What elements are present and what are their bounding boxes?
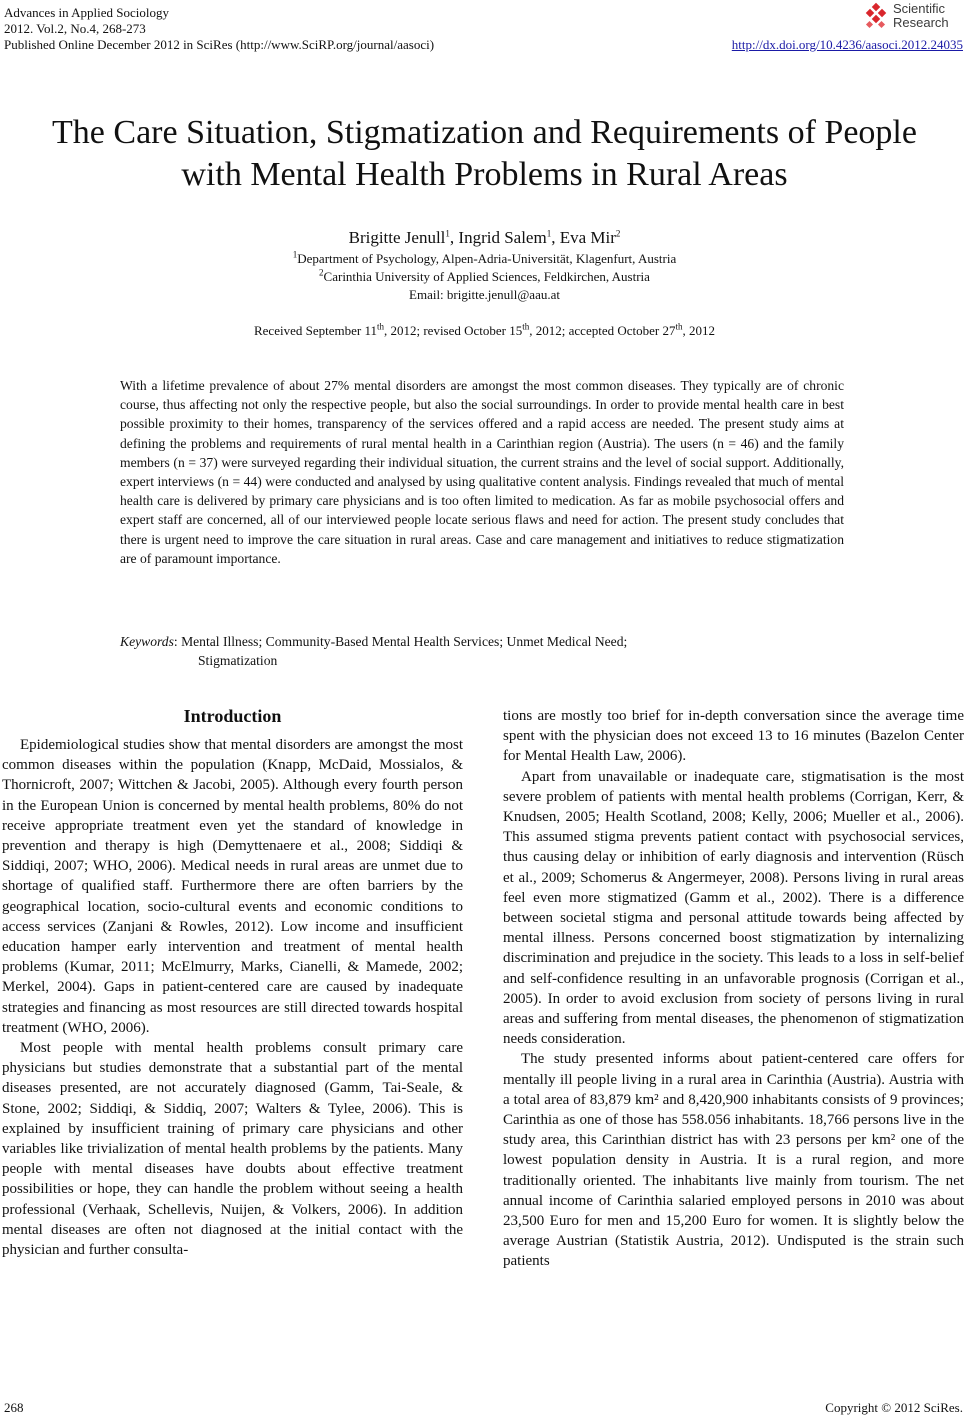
page-number: 268 bbox=[4, 1400, 24, 1415]
affiliation-2 bbox=[0, 268, 969, 286]
accepted-date: , 2012; accepted October 27 bbox=[529, 323, 676, 338]
author-separator: , bbox=[449, 228, 459, 247]
author-list bbox=[0, 228, 969, 248]
date-suffix: th bbox=[675, 321, 683, 332]
body-paragraph: Apart from unavailable or inadequate care, stigmatisation is the most severe problem of patients with mental health problems (Corrigan, Kerr, & Knudsen, 2005; Health Scotland, 2008; Kelly, 2006; Mueller et al., 2006). This assumed stigma prevents patient contact with psychosocial services, thus causing delay or inhibition of early diagnosis and intervention (Rüsch et al., 2009; Schomerus & Angermeyer, 2008). Persons living in rural areas feel even more stigmatized (Gamm et al., 2002). There is a difference between societal stigma and personal attitude towards being affected by mental illness. Persons concerned boost stigmatization by internalizing discrimination and prejudice in the society. This leads to a loss in self-belief and self-confidence resulting in an unfavorable prognosis (Corrigan et al., 2005). In order to avoid exclusion from society of persons living in rural areas and suffering from mental diseases, the phenomenon of stigmatization needs consideration. bbox=[503, 768, 964, 1048]
body-paragraph: Most people with mental health problems consult primary care physicians but studies demonstrate that a substantial part of the mental diseases presented, are not accurately diagnosed (Gamm, Tai-Seale, & Stone, 2002; Siddiqi, & Siddiq, 2007; Walters & Tylee, 2006). This is explained by insufficient training of primary care physicians and other variables like trivialization of mental health problems by the patients. Many people with mental diseases have doubts about effective treatment possibilities or hope, they can handle the problem without seeing a health professional (Verhaak, Schellevis, Nuijen, & Volkers, 2006). In addition mental diseases are often not diagnosed at the initial contact with the physician and further consulta- bbox=[2, 1040, 463, 1259]
scirp-logo-icon bbox=[863, 2, 891, 34]
date-suffix: th bbox=[376, 321, 384, 332]
doi-link[interactable]: http://dx.doi.org/10.4236/aasoci.2012.24035 bbox=[731, 37, 963, 52]
scirp-logo bbox=[863, 2, 963, 38]
keywords: Keywords: Mental Illness; Community-Based Mental Health Services; Unmet Medical Need; Stigmatization bbox=[120, 632, 844, 670]
publication-info: Published Online December 2012 in SciRes (http://www.SciRP.org/journal/aasoci) bbox=[4, 37, 435, 52]
author-separator: , bbox=[551, 228, 560, 247]
journal-name: Advances in Applied Sociology bbox=[4, 5, 170, 20]
date-year: , 2012 bbox=[682, 323, 715, 338]
body-paragraph: tions are mostly too brief for in-depth conversation since the average time spent with the physician does not exceed 13 to 16 minutes (Bazelon Center for Mental Health Law, 2006). bbox=[503, 708, 964, 765]
author-name: Brigitte Jenull bbox=[348, 228, 446, 247]
received-date: Received September 11 bbox=[253, 323, 377, 338]
author-affiliation-marker: 1 bbox=[445, 228, 450, 239]
affiliation-text: Department of Psychology, Alpen-Adria-Universität, Klagenfurt, Austria bbox=[297, 251, 677, 266]
affiliation-marker: 1 bbox=[292, 249, 298, 260]
author-email: Email: brigitte.jenull@aau.at bbox=[409, 287, 560, 302]
author-name: Ingrid Salem bbox=[458, 228, 547, 247]
body-paragraph: Epidemiological studies show that mental disorders are amongst the most common diseases within the population (Knapp, McDaid, Mossialos, & Thornicroft, 2007; Wittchen & Jacobi, 2005). Although every fourth person in the European Union is concerned by mental health problems, 80% do not receive appropriate treatment even yet the standard of knowledge in prevention and therapy is high (Demyttenaere et al., 2008; Siddiqi & Siddiqi, 2007; WHO, 2006). Medical needs in rural areas are unmet due to shortage of qualified staff. Furthermore there are often barriers by the geographical location, socio-cultural events and economic conditions to access services (Zanjani & Rowles, 2012). Low income and insufficient education hamper early intervention and treatment of mental health problems (Kumar, 2011; McElmurry, Marks, Cianelli, & Mamede, 2002; Merkel, 2004). Gaps in patient-centered care are caused by inadequate strategies and financing as most resources are still directed towards hospital treatment (WHO, 2006). bbox=[2, 737, 463, 1036]
section-heading: Introduction bbox=[183, 706, 282, 726]
right-column bbox=[503, 706, 964, 1272]
left-column bbox=[2, 703, 463, 1260]
body-paragraph: The study presented informs about patient-centered care offers for mentally ill people living in a rural area in Carinthia (Austria). Austria with a total area of 83,879 km² and 8,420,900 inhabitants consists of 9 provinces; Carinthia as one of those has 558.056 inhabitants. 18,766 persons live in the study area, this Carinthian district has with 23 persons per km² one of the lowest population density in Austria. It is a rural region, and more traditionally oriented. The inhabitants live mainly from tourism. The net annual income of Carinthia salaried employed persons in 2010 was about 23,500 Euro for men and 15,200 Euro for women. It is slightly below the average Austrian (Statistik Austria, 2012). Undisputed is the strain such patients bbox=[503, 1051, 964, 1270]
article-dates bbox=[0, 322, 969, 340]
logo-line-2: Research bbox=[893, 15, 949, 30]
affiliation-1 bbox=[0, 250, 969, 268]
running-header bbox=[4, 5, 434, 53]
logo-line-1: Scientific bbox=[893, 1, 946, 16]
author-affiliation-marker: 2 bbox=[615, 228, 621, 239]
keywords-line-1: Mental Illness; Community-Based Mental Health Services; Unmet Medical Need; bbox=[181, 634, 628, 649]
author-name: Eva Mir bbox=[559, 228, 616, 247]
title-line-2: with Mental Health Problems in Rural Areas bbox=[181, 156, 788, 193]
title-line-1: The Care Situation, Stigmatization and Requirements of People bbox=[52, 114, 917, 151]
date-suffix: th bbox=[522, 321, 530, 332]
author-affiliation-marker: 1 bbox=[546, 228, 552, 239]
affiliation-marker: 2 bbox=[319, 267, 324, 278]
keywords-line-2: Stigmatization bbox=[198, 653, 278, 669]
abstract: With a lifetime prevalence of about 27% mental disorders are amongst the most common diseases. They typically are of chronic course, thus affecting not only the respective people, but also the social surroundings. In order to provide mental health care in best possible proximity to their homes, transparency of the services offered and a rapid access are needed. The present study aims at defining the problems and requirements of rural mental health in a Carinthian region (Austria). The users (n = 46) and the family members (n = 37) were surveyed regarding their individual situation, the current strains and the level of social support. Additionally, expert interviews (n = 44) were conducted and analysed by using qualitative content analysis. Findings revealed that much of mental health care is delivered by primary care physicians and is too often limited to medication. As far as mobile psychosocial offers and expert staff are concerned, all of our interviewed people locate serious flaws and need for action. The present study concludes that there is urgent need to improve the care situation in rural areas. Case and care management and initiatives to reduce stigmatization are of paramount importance. bbox=[120, 378, 844, 566]
journal-volume: 2012. Vol.2, No.4, 268-273 bbox=[4, 21, 146, 36]
revised-date: , 2012; revised October 15 bbox=[383, 323, 523, 338]
copyright: Copyright © 2012 SciRes. bbox=[825, 1400, 963, 1415]
affiliation-text: Carinthia University of Applied Sciences, Feldkirchen, Austria bbox=[323, 269, 650, 284]
article-title bbox=[0, 112, 969, 196]
keywords-label: Keywords bbox=[120, 634, 174, 649]
